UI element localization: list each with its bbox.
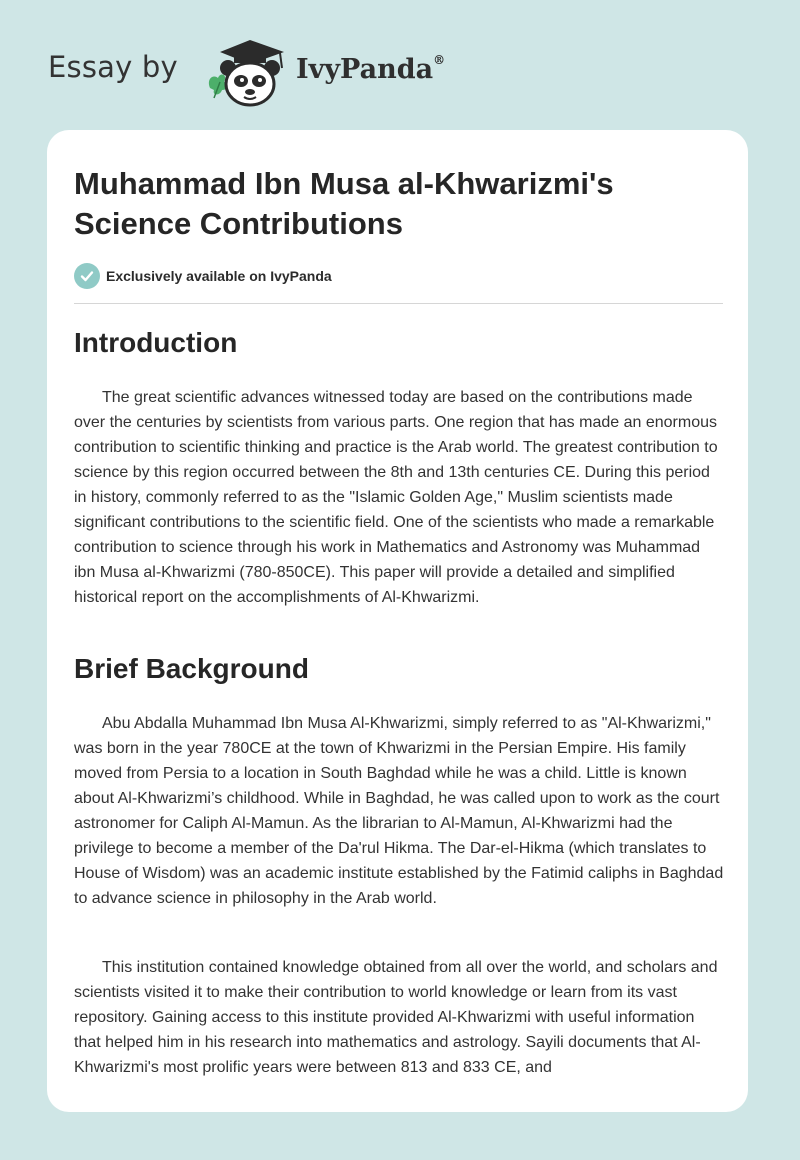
brand-name[interactable]: IvyPanda® bbox=[296, 53, 446, 85]
essay-card bbox=[47, 130, 748, 1112]
exclusive-badge bbox=[74, 263, 332, 289]
divider bbox=[74, 303, 723, 304]
trademark-symbol: ® bbox=[433, 53, 446, 67]
panda-logo-icon[interactable] bbox=[204, 34, 290, 108]
check-icon bbox=[74, 263, 100, 289]
site-header bbox=[48, 34, 548, 114]
page-title: Muhammad Ibn Musa al-Khwarizmi's Science Contributions bbox=[74, 166, 614, 241]
paragraph: Abu Abdalla Muhammad Ibn Musa Al-Khwarizmi, simply referred to as "Al-Khwarizmi," was born in the year 780CE at the town of Khwarizmi in the Persian Empire. His family moved from Persia to a location in South Baghdad while he was a child. Little is known about Al-Khwarizmi’s childhood. While in Baghdad, he was called upon to work as the court astronomer for Caliph Al-Mamun. As the librarian to Al-Mamun, Al-Khwarizmi had the privilege to become a member of the Da'rul Hikma. The Dar-el-Hikma (which translates to House of Wisdom) was an academic institute established by the Fatimid caliphs in Baghdad to advance science in philosophy in the Arab world. bbox=[74, 715, 724, 907]
section-heading-introduction: Introduction bbox=[74, 327, 238, 358]
section-heading-brief-background: Brief Background bbox=[74, 653, 309, 684]
paragraph: This institution contained knowledge obtained from all over the world, and scholars and scientists visited it to make their contribution to world knowledge or learn from its vast repository. Gaining access to this institute provided Al-Khwarizmi with useful information that helped him in his research into mathematics and astrology. Sayili documents that Al-Khwarizmi's most prolific years were between 813 and 833 CE, and bbox=[74, 959, 718, 1076]
exclusive-label: Exclusively available on IvyPanda bbox=[106, 268, 332, 284]
paragraph: The great scientific advances witnessed today are based on the contributions made over the centuries by scientists from various parts. One region that has made an enormous contribution to scientific thinking and practice is the Arab world. The greatest contribution to science by this region occurred between the 8th and 13th centuries CE. During this period in history, commonly referred to as the "Islamic Golden Age," Muslim scientists made significant contributions to the scientific field. One of the scientists who made a remarkable contribution to science through his work in Mathematics and Astronomy was Muhammad ibn Musa al-Khwarizmi (780-850CE). This paper will provide a detailed and simplified historical report on the accomplishments of Al-Khwarizmi. bbox=[74, 389, 718, 606]
essay-by-label: Essay by bbox=[48, 50, 178, 84]
